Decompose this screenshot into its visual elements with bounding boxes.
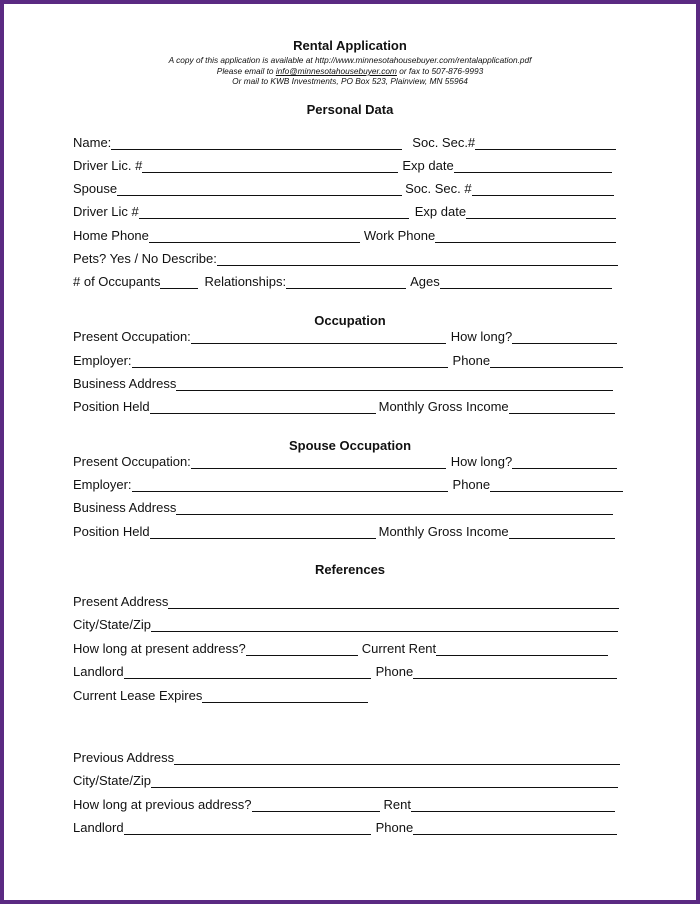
previous-city-state-zip-row: [73, 770, 618, 788]
pets-row: [73, 248, 618, 266]
landlord-phone-field[interactable]: [413, 664, 617, 679]
present-address-row: [73, 591, 619, 609]
previous-landlord-field[interactable]: [124, 820, 371, 835]
how-long-previous-label: How long at previous address?: [73, 797, 252, 812]
previous-city-state-zip-label: City/State/Zip: [73, 773, 152, 788]
spouse-monthly-income-field[interactable]: [509, 524, 615, 539]
how-long-present-label: How long at present address?: [73, 641, 246, 656]
email-note: Please email to info@minnesotahousebuyer.com or fax to 507-876-9993: [216, 66, 484, 76]
spouse-how-long-label: How long?: [450, 454, 513, 469]
spouse-exp-date-field[interactable]: [466, 204, 616, 219]
pets-label: Pets? Yes / No Describe:: [73, 251, 217, 266]
spouse-employer-field[interactable]: [132, 477, 448, 492]
spouse-label: Spouse: [73, 181, 118, 196]
how-long-previous-field[interactable]: [252, 797, 380, 812]
spouse-how-long-field[interactable]: [512, 454, 617, 469]
form-title: Rental Application: [293, 38, 407, 53]
current-rent-field[interactable]: [436, 641, 608, 656]
spouse-employer-phone-label: Phone: [452, 477, 491, 492]
spouse-field[interactable]: [117, 181, 402, 196]
landlord-label: Landlord: [73, 664, 124, 679]
monthly-income-label: Monthly Gross Income: [378, 399, 509, 414]
landlord-phone-label: Phone: [375, 664, 414, 679]
present-address-label: Present Address: [73, 594, 169, 609]
employer-field[interactable]: [132, 353, 448, 368]
how-long-field[interactable]: [512, 329, 617, 344]
previous-address-row: [73, 747, 620, 765]
section-personal-data: Personal Data: [306, 102, 394, 117]
ssn-label: Soc. Sec.#: [412, 135, 476, 150]
phone-row: [73, 225, 616, 243]
work-phone-label: Work Phone: [363, 228, 436, 243]
work-phone-field[interactable]: [435, 228, 616, 243]
spouse-ssn-label: Soc. Sec. #: [405, 181, 472, 196]
name-field[interactable]: [111, 135, 402, 150]
how-long-label: How long?: [450, 329, 513, 344]
mail-note: Or mail to KWB Investments, PO Box 523, Plainview, MN 55964: [232, 76, 468, 86]
monthly-income-field[interactable]: [509, 399, 615, 414]
driver-license-row: [73, 155, 612, 173]
previous-landlord-phone-label: Phone: [375, 820, 414, 835]
business-address-field[interactable]: [176, 376, 613, 391]
name-label: Name:: [73, 135, 112, 150]
exp-date-field[interactable]: [454, 158, 612, 173]
email-link[interactable]: info@minnesotahousebuyer.com: [275, 66, 397, 76]
driver-license-label: Driver Lic. #: [73, 158, 143, 173]
lease-expires-field[interactable]: [202, 688, 368, 703]
rent-field[interactable]: [411, 797, 615, 812]
section-references: References: [314, 562, 386, 577]
employer-label: Employer:: [73, 353, 132, 368]
employer-row: [73, 350, 623, 368]
occupants-label: # of Occupants: [73, 274, 161, 289]
home-phone-field[interactable]: [149, 228, 360, 243]
present-address-field[interactable]: [168, 594, 619, 609]
landlord-field[interactable]: [124, 664, 371, 679]
lease-expires-label: Current Lease Expires: [73, 688, 203, 703]
occupants-row: [73, 271, 612, 289]
how-long-present-row: [73, 638, 608, 656]
how-long-previous-row: [73, 794, 615, 812]
spouse-business-address-field[interactable]: [176, 500, 613, 515]
spouse-position-held-field[interactable]: [150, 524, 376, 539]
availability-note: A copy of this application is available at http://www.minnesotahousebuyer.com/rentalapplication.pdf: [168, 55, 532, 65]
landlord-row: [73, 661, 617, 679]
lease-expires-row: [73, 685, 368, 703]
spouse-employer-label: Employer:: [73, 477, 132, 492]
spouse-present-occupation-label: Present Occupation:: [73, 454, 191, 469]
previous-address-field[interactable]: [174, 750, 620, 765]
section-occupation: Occupation: [314, 313, 386, 328]
how-long-present-field[interactable]: [246, 641, 358, 656]
spouse-position-held-row: [73, 521, 615, 539]
ssn-field[interactable]: [475, 135, 616, 150]
present-occupation-field[interactable]: [191, 329, 446, 344]
pets-field[interactable]: [217, 251, 618, 266]
employer-phone-label: Phone: [452, 353, 491, 368]
spouse-business-address-label: Business Address: [73, 500, 177, 515]
section-spouse-occupation: Spouse Occupation: [288, 438, 412, 453]
spouse-driver-license-field[interactable]: [139, 204, 409, 219]
spouse-business-address-row: [73, 497, 613, 515]
ages-label: Ages: [410, 274, 440, 289]
spouse-ssn-field[interactable]: [472, 181, 614, 196]
previous-landlord-label: Landlord: [73, 820, 124, 835]
spouse-employer-phone-field[interactable]: [490, 477, 623, 492]
previous-city-state-zip-field[interactable]: [151, 773, 618, 788]
ages-field[interactable]: [440, 274, 612, 289]
rent-label: Rent: [383, 797, 411, 812]
present-occupation-label: Present Occupation:: [73, 329, 191, 344]
spouse-present-occupation-field[interactable]: [191, 454, 446, 469]
spouse-exp-date-label: Exp date: [414, 204, 467, 219]
occupants-field[interactable]: [160, 274, 198, 289]
city-state-zip-row: [73, 614, 618, 632]
employer-phone-field[interactable]: [490, 353, 623, 368]
relationships-label: Relationships:: [204, 274, 287, 289]
spouse-position-held-label: Position Held: [73, 524, 150, 539]
exp-date-label: Exp date: [402, 158, 454, 173]
spouse-driver-license-label: Driver Lic #: [73, 204, 139, 219]
driver-license-field[interactable]: [142, 158, 398, 173]
position-held-field[interactable]: [150, 399, 376, 414]
relationships-field[interactable]: [286, 274, 406, 289]
home-phone-label: Home Phone: [73, 228, 149, 243]
previous-landlord-row: [73, 817, 617, 835]
business-address-label: Business Address: [73, 376, 177, 391]
previous-address-label: Previous Address: [73, 750, 175, 765]
current-rent-label: Current Rent: [361, 641, 437, 656]
business-address-row: [73, 373, 613, 391]
name-row: [73, 132, 616, 150]
city-state-zip-field[interactable]: [151, 617, 618, 632]
previous-landlord-phone-field[interactable]: [413, 820, 617, 835]
spouse-employer-row: [73, 474, 623, 492]
spouse-driver-row: [73, 201, 616, 219]
spouse-present-occupation-row: [73, 451, 617, 469]
city-state-zip-label: City/State/Zip: [73, 617, 152, 632]
present-occupation-row: [73, 326, 617, 344]
position-held-row: [73, 396, 615, 414]
spouse-row: [73, 178, 614, 196]
position-held-label: Position Held: [73, 399, 150, 414]
spouse-monthly-income-label: Monthly Gross Income: [378, 524, 509, 539]
